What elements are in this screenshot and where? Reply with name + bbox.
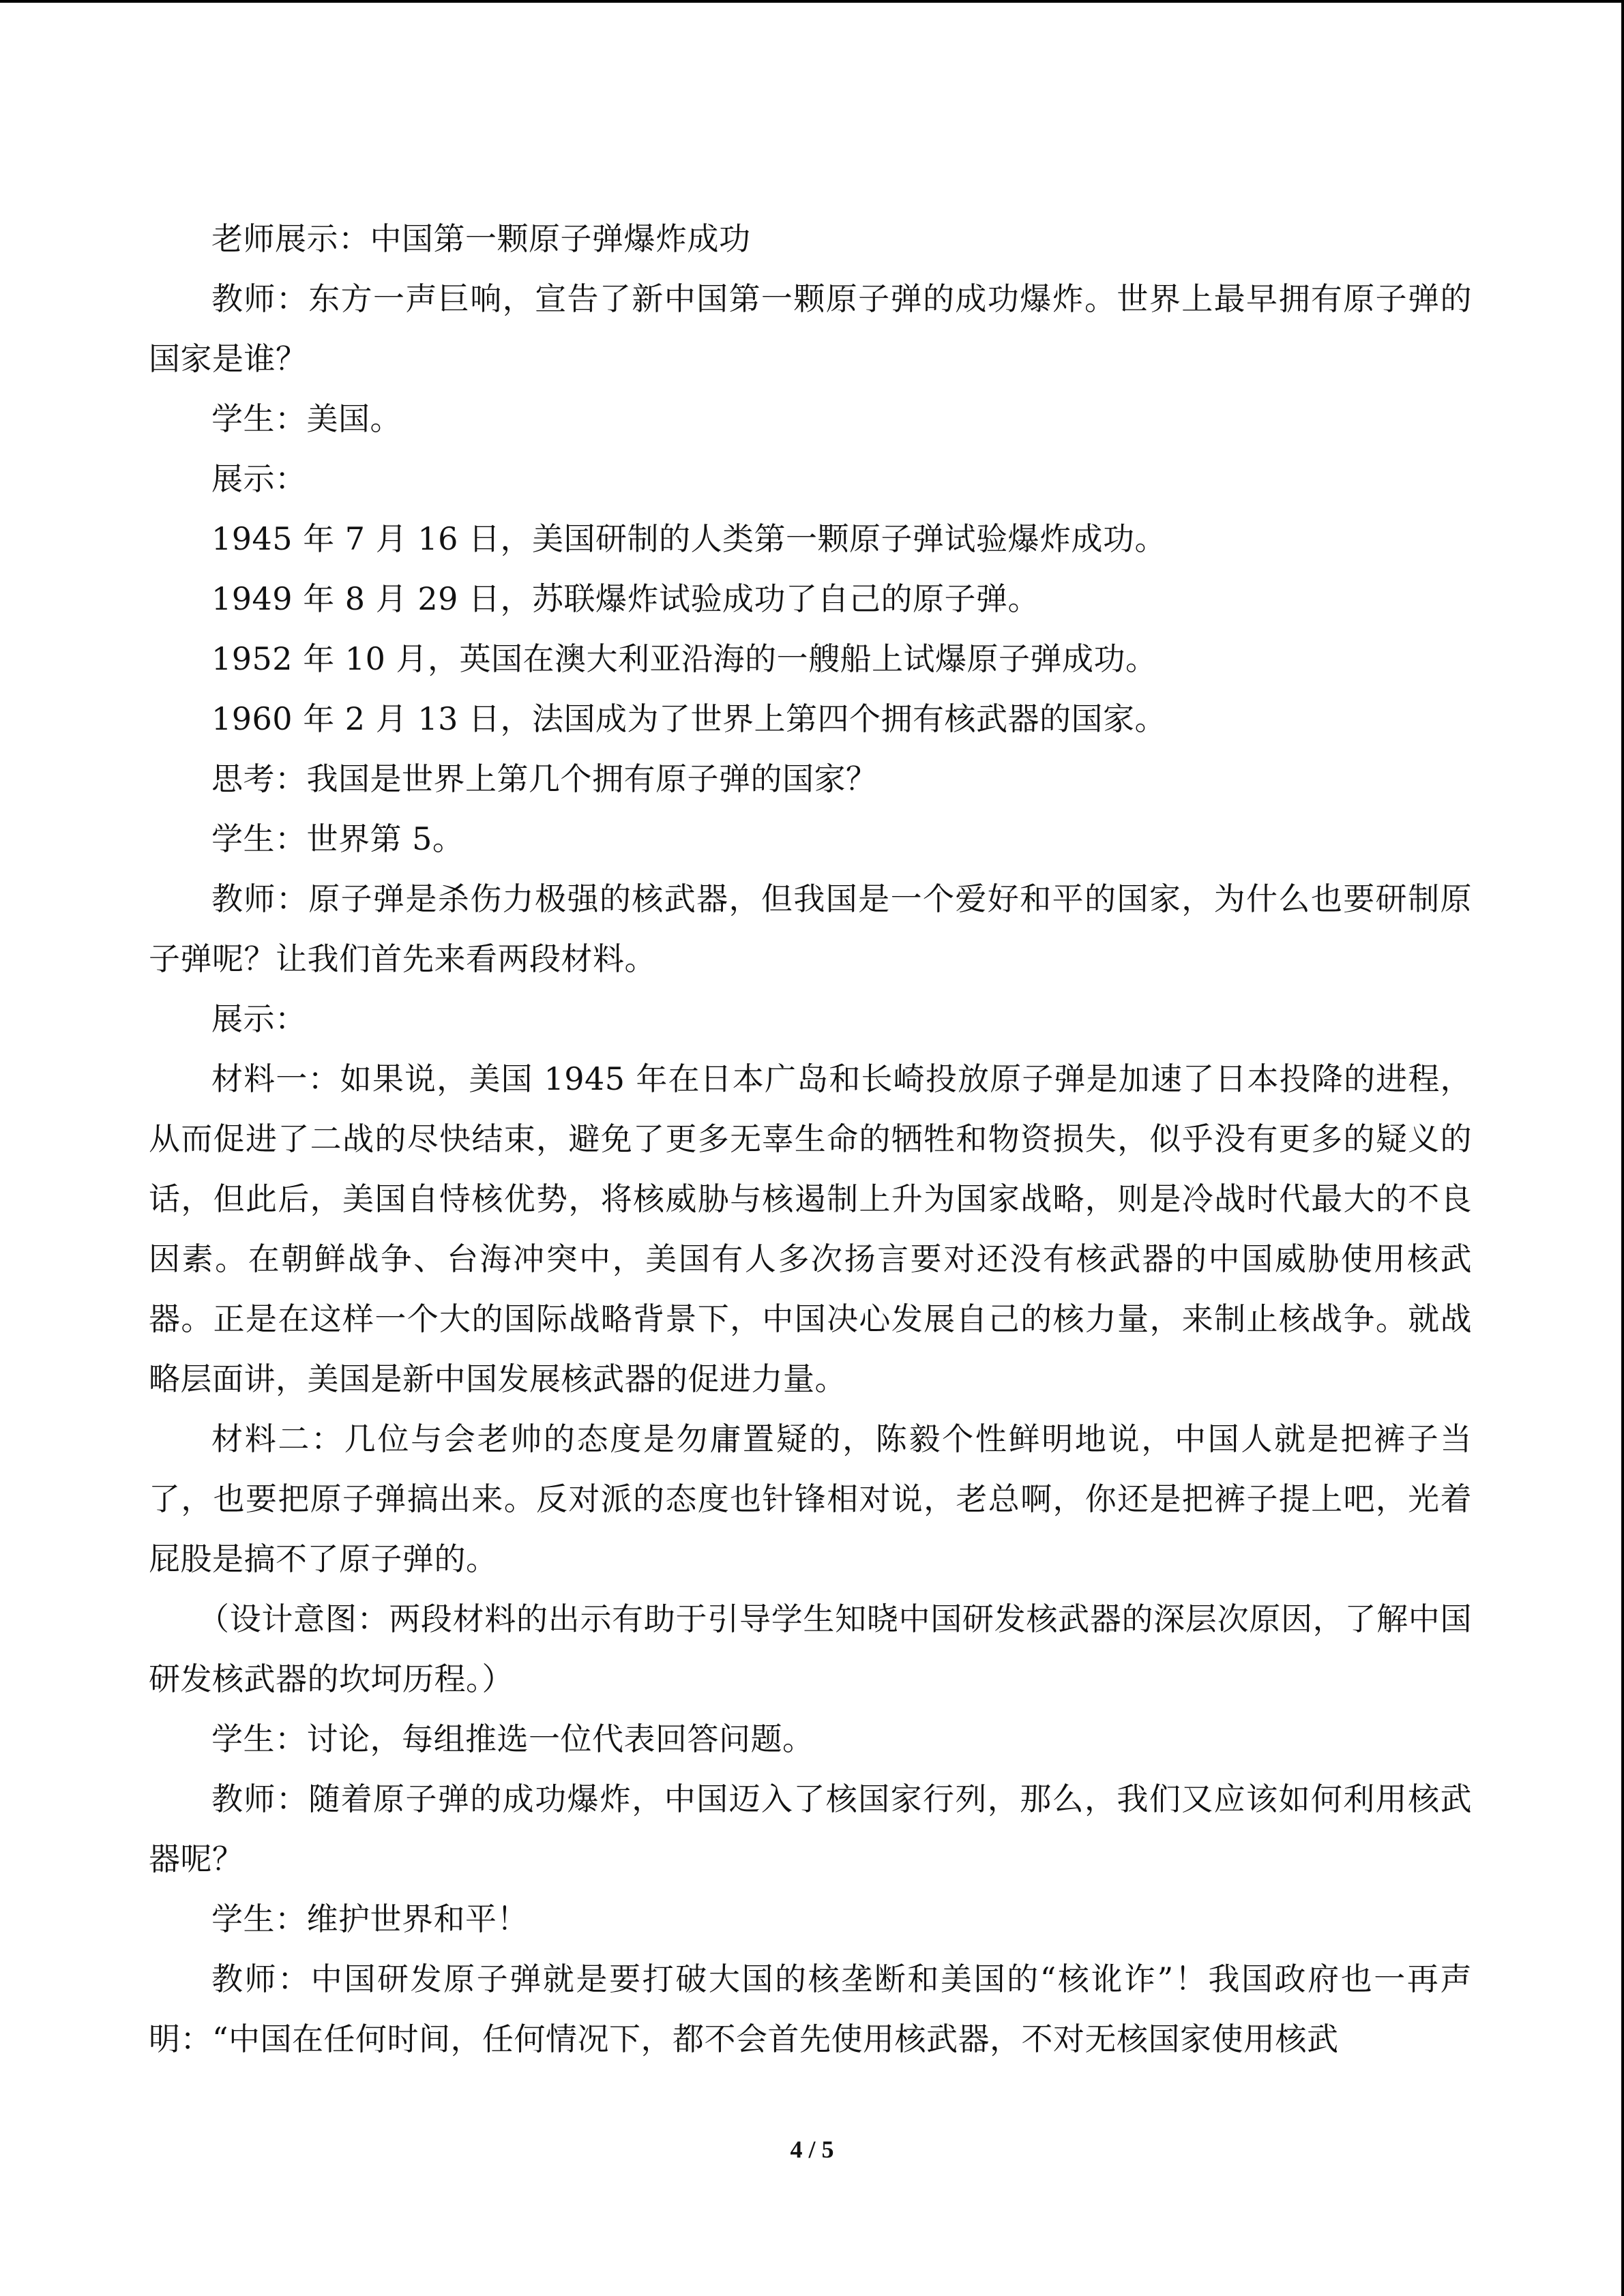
page-number: 4 / 5 (790, 2136, 834, 2163)
paragraph: 教师：原子弹是杀伤力极强的核武器，但我国是一个爱好和平的国家，为什么也要研制原子弹呢？让我们首先来看两段材料。 (149, 880, 1472, 977)
paragraph: 思考：我国是世界上第几个拥有原子弹的国家？ (211, 760, 878, 797)
paragraph: 展示： (211, 1000, 307, 1037)
paragraph: 展示： (211, 460, 307, 497)
paragraph: 材料二：几位与会老帅的态度是勿庸置疑的，陈毅个性鲜明地说，中国人就是把裤子当了，也要把原子弹搞出来。反对派的态度也针锋相对说，老总啊，你还是把裤子提上吧，光着屁股是搞不了原子弹的。 (149, 1420, 1472, 1577)
paragraph: 老师展示：中国第一颗原子弹爆炸成功 (211, 220, 751, 257)
design-intent-note: （设计意图：两段材料的出示有助于引导学生知晓中国研发核武器的深层次原因，了解中国研发核武器的坎坷历程。） (149, 1600, 1472, 1697)
paragraph: 材料一：如果说，美国 1945 年在日本广岛和长崎投放原子弹是加速了日本投降的进程，从而促进了二战的尽快结束，避免了更多无辜生命的牺牲和物资损失，似乎没有更多的疑义的话，但此后，美国自恃核优势，将核威胁与核遏制上升为国家战略，则是冷战时代最大的不良因素。在朝鲜战争、台海冲突中，美国有人多次扬言要对还没有核武器的中国威胁使用核武器。正是在这样一个大的国际战略背景下，中国决心发展自己的核力量，来制止核战争。就战略层面讲，美国是新中国发展核武器的促进力量。 (149, 1060, 1472, 1397)
paragraph: 教师：中国研发原子弹就是要打破大国的核垄断和美国的“核讹诈”！我国政府也一再声明：“中国在任何时间，任何情况下，都不会首先使用核武器，不对无核国家使用核武 (149, 1960, 1472, 2057)
paragraph: 学生：讨论，每组推选一位代表回答问题。 (211, 1720, 814, 1757)
paragraph: 学生：维护世界和平！ (211, 1900, 529, 1937)
paragraph: 1960 年 2 月 13 日，法国成为了世界上第四个拥有核武器的国家。 (211, 700, 1166, 737)
paragraph: 1952 年 10 月，英国在澳大利亚沿海的一艘船上试爆原子弹成功。 (211, 640, 1157, 677)
paragraph: 1949 年 8 月 29 日，苏联爆炸试验成功了自己的原子弹。 (211, 580, 1039, 617)
paragraph: 学生：美国。 (211, 400, 402, 437)
paragraph: 学生：世界第 5。 (211, 820, 464, 857)
paragraph: 1945 年 7 月 16 日，美国研制的人类第一颗原子弹试验爆炸成功。 (211, 520, 1166, 557)
page-body (149, 209, 1472, 2069)
paragraph: 教师：随着原子弹的成功爆炸，中国迈入了核国家行列，那么，我们又应该如何利用核武器呢？ (149, 1780, 1472, 1877)
paragraph: 教师：东方一声巨响，宣告了新中国第一颗原子弹的成功爆炸。世界上最早拥有原子弹的国家是谁？ (149, 280, 1472, 377)
